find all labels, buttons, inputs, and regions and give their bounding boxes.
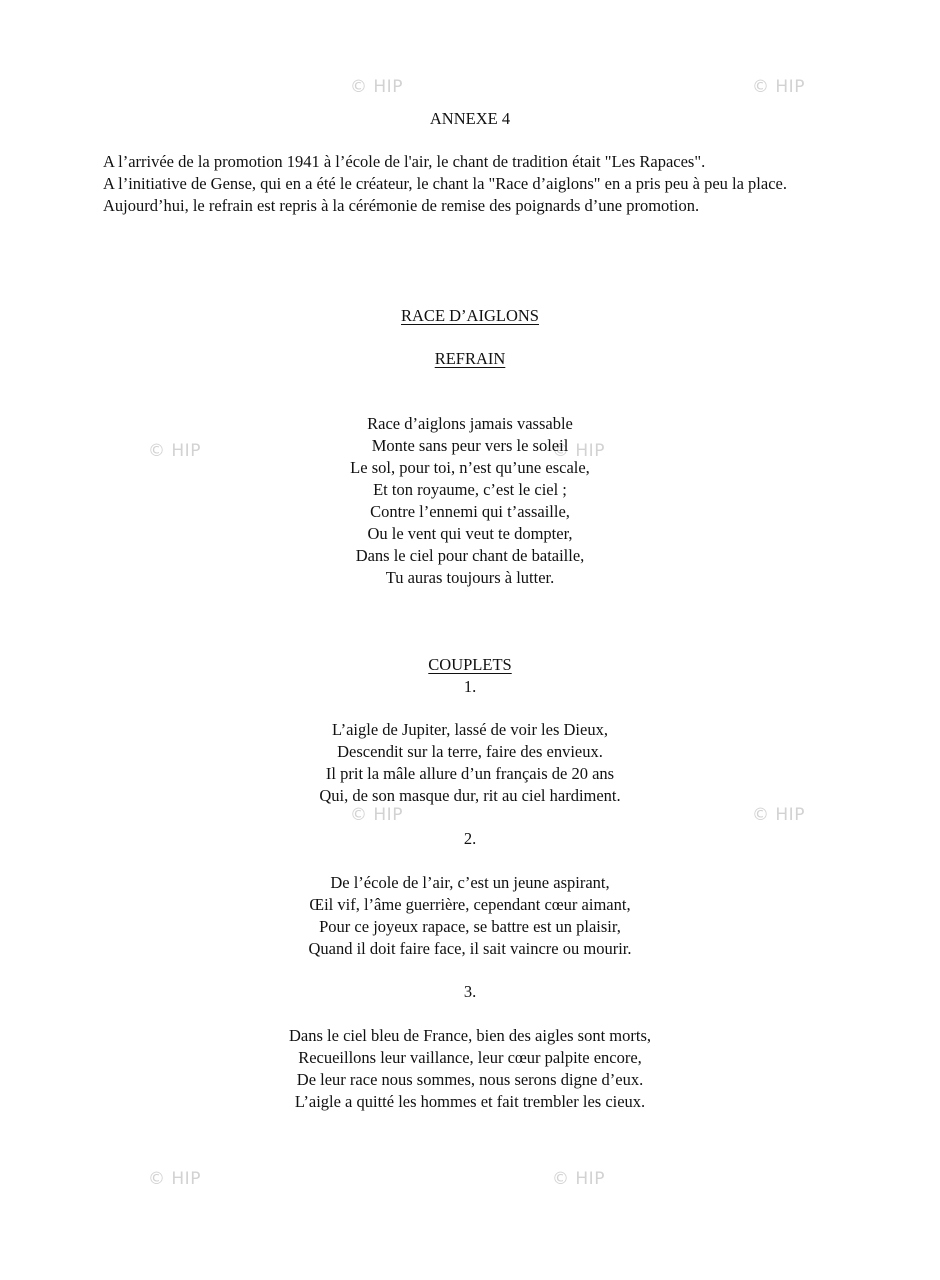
watermark: © HIP [148, 441, 201, 461]
verse-line: Ou le vent qui veut te dompter, [367, 524, 573, 543]
couplet-verse [0, 719, 940, 807]
verse-line: L’aigle de Jupiter, lassé de voir les Dieux, [332, 720, 608, 739]
watermark: © HIP [350, 805, 403, 825]
verse-line: Tu auras toujours à lutter. [385, 568, 555, 587]
couplet-number: 2. [463, 829, 477, 848]
intro-paragraph [103, 151, 863, 217]
intro-line: Aujourd’hui, le refrain est repris à la cérémonie de remise des poignards d’une promotion. [103, 196, 700, 215]
couplet-number: 1. [463, 677, 477, 696]
couplet-verse [0, 1025, 940, 1113]
verse-line: Race d’aiglons jamais vassable [367, 414, 573, 433]
verse-line: Œil vif, l’âme guerrière, cependant cœur aimant, [309, 895, 631, 914]
verse-line: Dans le ciel bleu de France, bien des aigles sont morts, [289, 1026, 651, 1045]
verse-line: Quand il doit faire face, il sait vaincre ou mourir. [308, 939, 632, 958]
watermark: © HIP [552, 441, 605, 461]
watermark: © HIP [552, 1169, 605, 1189]
verse-line: Dans le ciel pour chant de bataille, [355, 546, 585, 565]
verse-line: Pour ce joyeux rapace, se battre est un plaisir, [319, 917, 621, 936]
refrain-heading: REFRAIN [434, 349, 506, 368]
song-title: RACE D’AIGLONS [401, 306, 539, 325]
intro-line: A l’initiative de Gense, qui en a été le créateur, le chant la "Race d’aiglons" en a pris peu à peu la place. [103, 174, 787, 193]
verse-line: De l’école de l’air, c’est un jeune aspirant, [330, 873, 610, 892]
verse-line: Il prit la mâle allure d’un français de 20 ans [325, 764, 615, 783]
annex-title: ANNEXE 4 [429, 109, 511, 128]
verse-line: Contre l’ennemi qui t’assaille, [370, 502, 570, 521]
verse-line: L’aigle a quitté les hommes et fait trembler les cieux. [294, 1092, 646, 1111]
verse-line: Qui, de son masque dur, rit au ciel hardiment. [319, 786, 621, 805]
couplets-heading: COUPLETS [428, 655, 512, 674]
verse-line: Monte sans peur vers le soleil [371, 436, 569, 455]
refrain-verse [0, 413, 940, 589]
watermark: © HIP [350, 77, 403, 97]
verse-line: De leur race nous sommes, nous serons digne d’eux. [296, 1070, 644, 1089]
verse-line: Recueillons leur vaillance, leur cœur palpite encore, [298, 1048, 642, 1067]
couplet-number: 3. [463, 982, 477, 1001]
watermark: © HIP [148, 1169, 201, 1189]
verse-line: Et ton royaume, c’est le ciel ; [373, 480, 567, 499]
couplet-verse [0, 872, 940, 960]
watermark: © HIP [752, 77, 805, 97]
watermark: © HIP [752, 805, 805, 825]
verse-line: Descendit sur la terre, faire des envieux. [337, 742, 603, 761]
intro-line: A l’arrivée de la promotion 1941 à l’école de l'air, le chant de tradition était "Les Rapaces". [103, 152, 706, 171]
verse-line: Le sol, pour toi, n’est qu’une escale, [350, 458, 590, 477]
